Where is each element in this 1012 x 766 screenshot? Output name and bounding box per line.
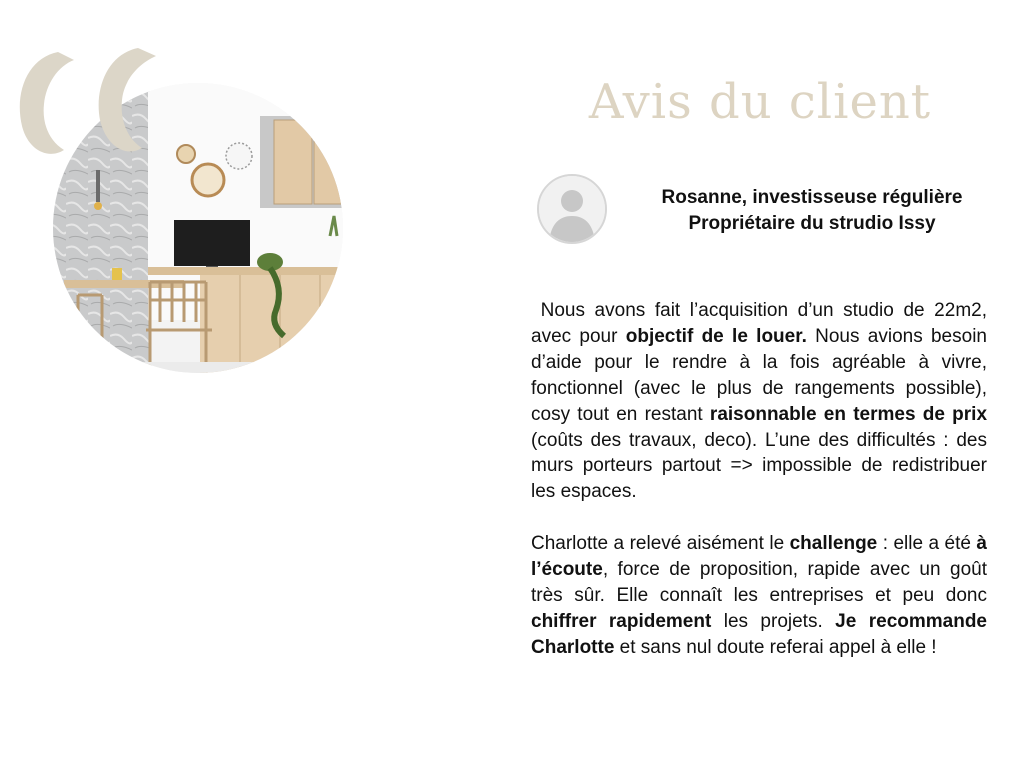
review-highlight: Je recommande Charlotte xyxy=(531,610,987,658)
review-highlight: objectif de le louer. xyxy=(625,325,807,347)
review-text xyxy=(531,298,987,661)
review-segment: et sans nul doute referai appel à elle ! xyxy=(614,636,937,658)
review-segment: : elle a été xyxy=(877,533,977,555)
review-highlight: challenge xyxy=(789,533,878,555)
review-highlight: chiffrer rapidement xyxy=(531,610,712,632)
review-segment: Nous avons fait l’acquisition d’un studio de 22m2, avec pour xyxy=(531,300,987,347)
room-illustration xyxy=(0,0,380,400)
review-segment: , force de proposition, rapide avec un goût très sûr. Elle connaît les entreprises et peu donc xyxy=(531,559,987,606)
page-title: Avis du client xyxy=(588,74,932,130)
room-scene xyxy=(40,70,363,400)
user-silhouette-icon xyxy=(537,174,607,244)
client-info xyxy=(612,185,1012,237)
review-segment: Charlotte a relevé aisément le xyxy=(531,533,790,555)
review-paragraph-1 xyxy=(531,298,987,505)
review-segment: (coûts des travaux, deco). L’une des difficultés : des murs porteurs partout => impossible de redistribuer les espaces. xyxy=(531,429,987,503)
client-role: Propriétaire du strudio Issy xyxy=(688,213,936,234)
review-highlight: à l’écoute xyxy=(531,533,987,581)
review-highlight: raisonnable en termes de prix xyxy=(709,403,988,425)
review-segment: Nous avions besoin d’aide pour le rendre à la fois agréable à vivre, fonctionnel (avec le plus de rangements possible), cosy tout en restant xyxy=(531,325,987,425)
review-paragraph-2 xyxy=(531,531,987,661)
client-name: Rosanne, investisseuse régulière xyxy=(661,187,963,208)
review-segment: les projets. xyxy=(711,610,836,632)
